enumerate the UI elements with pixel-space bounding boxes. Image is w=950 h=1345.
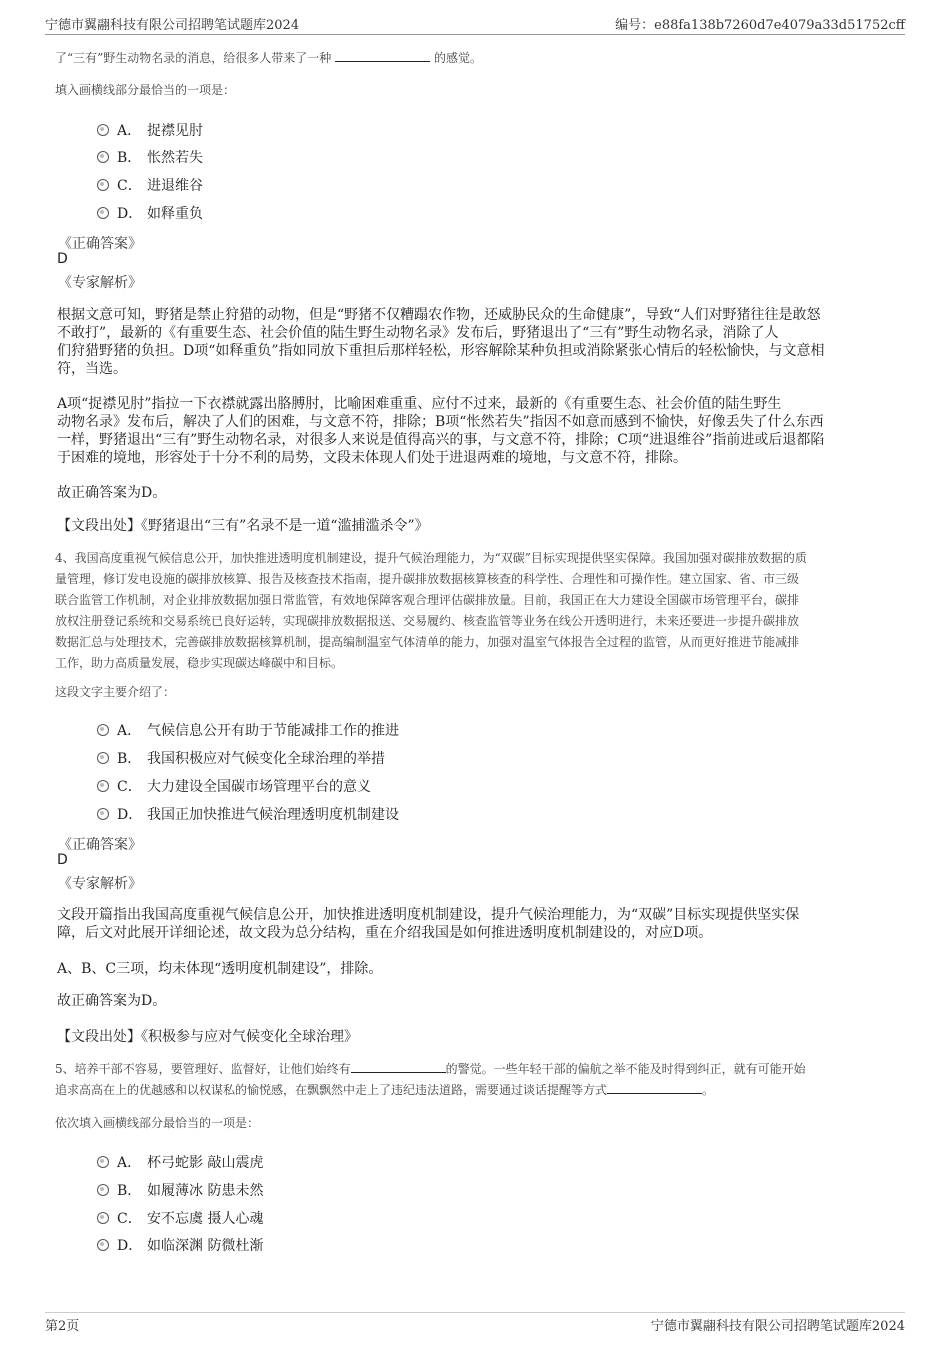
header-doc-id: 编号：e88fa138b7260d7e4079a33d51752cff (615, 18, 905, 33)
q4-conclusion: 故正确答案为D。 (57, 993, 167, 1009)
q3-option-b[interactable]: B． 怅然若失 (97, 147, 203, 167)
q5-option-c[interactable]: C． 安不忘虞 摄人心魂 (97, 1208, 263, 1228)
q4-analysis-para-1: 文段开篇指出我国高度重视气候信息公开，加快推进透明度机制建设，提升气候治理能力，为“双碳”目标实现提供坚实保 障，后文对此展开详细论述，故文段为总分结构，重在介绍我国是如何推进透明度机制建设的，对应D项。 (57, 907, 800, 941)
q3-continuation: 了“三有”野生动物名录的消息，给很多人带来了一种 的感觉。 (55, 51, 482, 65)
q4-answer-label: 《正确答案》 (58, 837, 142, 853)
q4-option-b[interactable]: B． 我国积极应对气候变化全球治理的举措 (97, 748, 385, 768)
q4-answer: D (57, 852, 68, 868)
q4-analysis-label: 《专家解析》 (58, 876, 142, 892)
q3-option-c[interactable]: C． 进退维谷 (97, 175, 203, 195)
radio-icon[interactable] (97, 808, 109, 820)
fill-blank (351, 1060, 446, 1073)
radio-icon[interactable] (97, 780, 109, 792)
q4-source: 【文段出处】《积极参与应对气候变化全球治理》 (57, 1029, 358, 1045)
q4-option-a[interactable]: A． 气候信息公开有助于节能减排工作的推进 (97, 720, 399, 740)
q3-answer-label: 《正确答案》 (58, 236, 142, 252)
q4-question-text: 4、我国高度重视气候信息公开，加快推进透明度机制建设，提升气候治理能力，为“双碳”目标实现提供坚实保障。我国加强对碳排放数据的质 量管理，修订发电设施的碳排放核算、报告及核查技术指南，提升碳排放数据核算核查的科学性、合理性和可操作性。建立国家、省、市三级 联合监管工作机制，对企业排放数据加强日常监管，有效地保障客观合理评估碳排放量。目前，我国正在大力建设全国碳市场管理平台，碳排 放权注册登记系统和交易系统已良好运转，实现碳排放数据报送、交易履约、核查监管等业务在线公开透明进行，未来还要进一步提升碳排放 数据汇总与处理技术，完善碳排放数据核算机制，提高编制温室气体清单的能力，加强对温室气体报告全过程的监管，从而更好推进节能减排 工作，助力高质量发展，稳步实现碳达峰碳中和目标。 (55, 551, 807, 670)
q5-option-b[interactable]: B． 如履薄冰 防患未然 (97, 1180, 263, 1200)
fill-blank (607, 1081, 702, 1094)
q5-question-text: 5、培养干部不容易，要管理好、监督好，让他们始终有 的警觉。一些年轻干部的偏航之举不能及时得到纠正，就有可能开始 追求高高在上的优越感和以权谋私的愉悦感，在飘飘然中走上了违纪违法道路，需要通过谈话提醒等方式 。 (55, 1062, 806, 1097)
radio-icon[interactable] (97, 151, 109, 163)
q3-analysis-para-1: 根据文意可知，野猪是禁止狩猎的动物，但是“野猪不仅糟蹋农作物，还威胁民众的生命健康”，导致“人们对野猪往往是敢怒 不敢打”，最新的《有重要生态、社会价值的陆生野生动物名录》发布后，野猪退出了“三有”野生动物名录，消除了人 们狩猎野猪的负担。D项“如释重负”指如同放下重担后那样轻松，形容解除某种负担或消除紧张心情后的轻松愉快，与文意相 符，当选。 (57, 307, 825, 377)
q3-option-a[interactable]: A． 捉襟见肘 (97, 120, 203, 140)
page-header (45, 12, 905, 35)
fill-blank (335, 49, 430, 62)
radio-icon[interactable] (97, 1184, 109, 1196)
radio-icon[interactable] (97, 207, 109, 219)
q3-answer: D (57, 251, 68, 267)
q5-prompt: 依次填入画横线部分最恰当的一项是： (55, 1116, 260, 1130)
q5-option-a[interactable]: A． 杯弓蛇影 敲山震虎 (97, 1152, 263, 1172)
q3-analysis-para-2: A项“捉襟见肘”指拉一下衣襟就露出胳膊肘，比喻困难重重、应付不过来，最新的《有重要生态、社会价值的陆生野生 动物名录》发布后，解决了人们的困难，与文意不符，排除；B项“怅然若失”指因不如意而感到不愉快，好像丢失了什么东西 一样，野猪退出“三有”野生动物名录，对很多人来说是值得高兴的事，与文意不符，排除；C项“进退维谷”指前进或后退都陷 于困难的境地，形容处于十分不利的局势，文段未体现人们处于进退两难的境地，与文意不符，排除。 (57, 396, 825, 466)
radio-icon[interactable] (97, 124, 109, 136)
q4-prompt: 这段文字主要介绍了： (55, 685, 176, 699)
radio-icon[interactable] (97, 179, 109, 191)
q4-option-d[interactable]: D． 我国正加快推进气候治理透明度机制建设 (97, 804, 399, 824)
radio-icon[interactable] (97, 1212, 109, 1224)
q3-analysis-label: 《专家解析》 (58, 275, 142, 291)
footer-title: 宁德市翼翮科技有限公司招聘笔试题库2024 (650, 1319, 905, 1334)
q5-option-d[interactable]: D． 如临深渊 防微杜渐 (97, 1235, 263, 1255)
radio-icon[interactable] (97, 752, 109, 764)
page-number: 第2页 (45, 1319, 80, 1334)
q4-option-c[interactable]: C． 大力建设全国碳市场管理平台的意义 (97, 776, 371, 796)
q3-source: 【文段出处】《野猪退出“三有”名录不是一道“滥捕滥杀令”》 (57, 518, 429, 534)
q3-conclusion: 故正确答案为D。 (57, 485, 167, 501)
q4-analysis-para-2: A、B、C三项，均未体现“透明度机制建设”，排除。 (57, 961, 383, 977)
radio-icon[interactable] (97, 1239, 109, 1251)
q3-option-d[interactable]: D． 如释重负 (97, 203, 203, 223)
radio-icon[interactable] (97, 1156, 109, 1168)
radio-icon[interactable] (97, 724, 109, 736)
page-footer (45, 1312, 905, 1335)
q3-prompt: 填入画横线部分最恰当的一项是： (55, 83, 236, 97)
header-title: 宁德市翼翮科技有限公司招聘笔试题库2024 (45, 18, 300, 33)
